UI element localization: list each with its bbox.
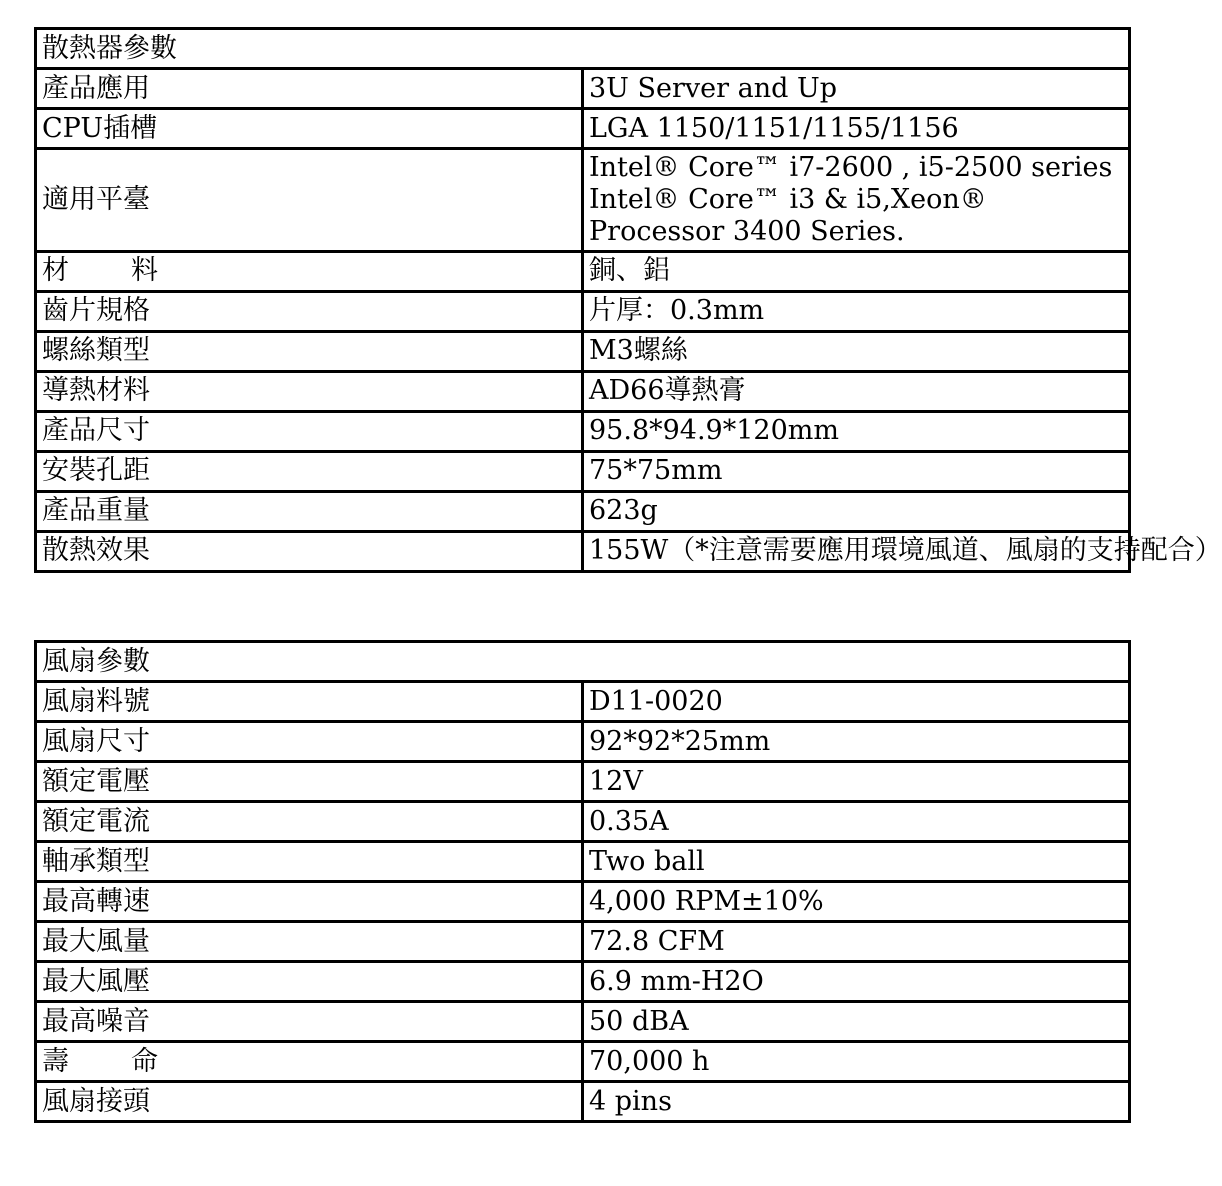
spec-label: 適用平臺	[36, 149, 583, 252]
spec-label-char: 材	[42, 255, 69, 287]
spec-label: 額定電壓	[36, 762, 583, 802]
spec-label: 齒片規格	[36, 291, 583, 331]
spec-value: 12V	[583, 762, 1130, 802]
spec-label: 最大風壓	[36, 962, 583, 1002]
spec-label: CPU插槽	[36, 109, 583, 149]
spec-value: 6.9 mm-H2O	[583, 962, 1130, 1002]
table-row	[36, 531, 1130, 571]
spec-label: 額定電流	[36, 802, 583, 842]
spec-value: 95.8*94.9*120mm	[583, 411, 1130, 451]
spec-value: 75*75mm	[583, 451, 1130, 491]
spec-label: 產品尺寸	[36, 411, 583, 451]
spec-value: AD66導熱膏	[583, 371, 1130, 411]
spec-label: 軸承類型	[36, 842, 583, 882]
table-row	[36, 802, 1130, 842]
heatsink-spec-table	[34, 27, 1222, 573]
table-row	[36, 762, 1130, 802]
table-row	[36, 371, 1130, 411]
spec-value: LGA 1150/1151/1155/1156	[583, 109, 1130, 149]
spec-label: 最高噪音	[36, 1002, 583, 1042]
table-row	[36, 251, 1130, 291]
spec-label	[36, 251, 583, 291]
spec-value: M3螺絲	[583, 331, 1130, 371]
table-row	[36, 722, 1130, 762]
table-row	[36, 882, 1130, 922]
table-row	[36, 451, 1130, 491]
spec-label: 最大風量	[36, 922, 583, 962]
table-row	[36, 491, 1130, 531]
spec-label: 螺絲類型	[36, 331, 583, 371]
spec-label: 風扇料號	[36, 682, 583, 722]
spec-label	[36, 1042, 583, 1082]
spec-label: 最高轉速	[36, 882, 583, 922]
table-row	[36, 682, 1130, 722]
spec-value: 50 dBA	[583, 1002, 1130, 1042]
spec-label: 安裝孔距	[36, 451, 583, 491]
table-row	[36, 149, 1130, 252]
spec-value: D11-0020	[583, 682, 1130, 722]
spec-value: 4 pins	[583, 1082, 1130, 1122]
table-row	[36, 842, 1130, 882]
spec-value: 70,000 h	[583, 1042, 1130, 1082]
spec-value: Two ball	[583, 842, 1130, 882]
table-row	[36, 1002, 1130, 1042]
spec-value: 155W（*注意需要應用環境風道、風扇的支持配合）	[583, 531, 1130, 571]
spec-label: 風扇接頭	[36, 1082, 583, 1122]
table-row	[36, 331, 1130, 371]
table-row	[36, 291, 1130, 331]
spec-value: 片厚：0.3mm	[583, 291, 1130, 331]
table-row	[36, 1082, 1130, 1122]
fan-spec-table	[34, 640, 1131, 1123]
spec-value: 92*92*25mm	[583, 722, 1130, 762]
spec-label-char: 壽	[42, 1045, 69, 1077]
table-row	[36, 69, 1130, 109]
spec-value: 4,000 RPM±10%	[583, 882, 1130, 922]
spec-value: 623g	[583, 491, 1130, 531]
spec-value: 銅、鋁	[583, 251, 1130, 291]
table-row	[36, 411, 1130, 451]
spec-label: 風扇尺寸	[36, 722, 583, 762]
table-row	[36, 962, 1130, 1002]
spec-value: Intel® Core™ i7-2600 , i5-2500 series Intel® Core™ i3 & i5,Xeon® Processor 3400 Series.	[583, 149, 1130, 252]
fan-table-title: 風扇參數	[36, 642, 1130, 682]
table-row	[36, 1042, 1130, 1082]
spec-label: 產品重量	[36, 491, 583, 531]
heatsink-table-title: 散熱器參數	[36, 29, 1130, 69]
spec-label: 產品應用	[36, 69, 583, 109]
spec-label: 散熱效果	[36, 531, 583, 571]
spec-label: 導熱材料	[36, 371, 583, 411]
spec-label-char: 命	[131, 1045, 158, 1077]
spec-value: 0.35A	[583, 802, 1130, 842]
spec-label-char: 料	[131, 255, 158, 287]
spec-value: 72.8 CFM	[583, 922, 1130, 962]
spec-value: 3U Server and Up	[583, 69, 1130, 109]
table-row	[36, 109, 1130, 149]
table-row	[36, 922, 1130, 962]
